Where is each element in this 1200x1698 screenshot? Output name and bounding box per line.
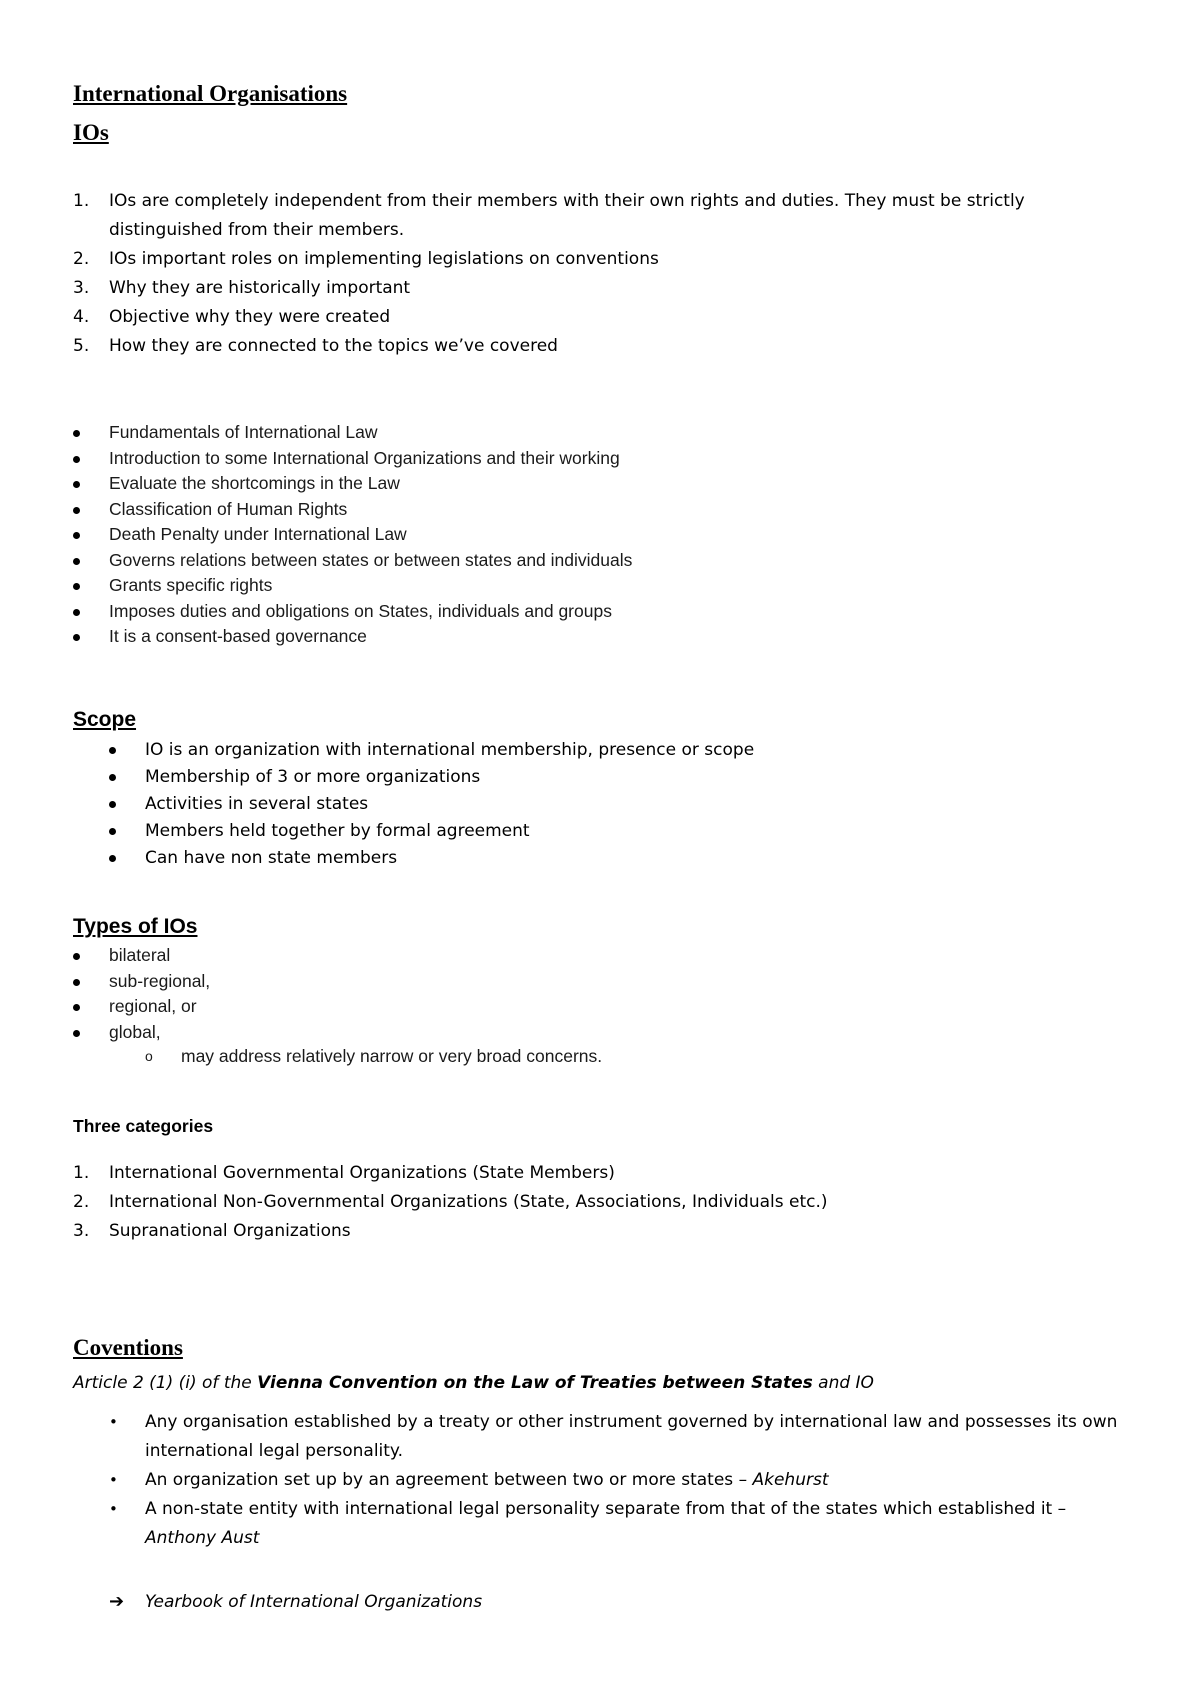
- list-item: 1. IOs are completely independent from their members with their own rights and duties. They must be strictly distinguished from their members.: [73, 191, 1025, 240]
- bullet-icon: [109, 774, 116, 781]
- categories-list: [73, 1159, 828, 1246]
- bullet-icon: [73, 979, 80, 986]
- list-item: Fundamentals of International Law: [73, 420, 632, 446]
- bullet-icon: [73, 430, 80, 437]
- definitions-list: [109, 1408, 1129, 1553]
- topics-list: [73, 420, 632, 650]
- star-bullet-icon: •: [109, 1413, 118, 1431]
- list-item: 2. IOs important roles on implementing legislations on conventions: [73, 249, 659, 269]
- bullet-icon: [73, 953, 80, 960]
- list-item: IO is an organization with international membership, presence or scope: [109, 737, 754, 764]
- list-item: Activities in several states: [109, 791, 754, 818]
- list-item: 3. Why they are historically important: [73, 278, 411, 298]
- bullet-icon: [73, 583, 80, 590]
- list-item: Members held together by formal agreement: [109, 818, 754, 845]
- article-reference: Article 2 (1) (i) of the Vienna Convention on the Law of Treaties between States and IO: [73, 1373, 874, 1393]
- reference-line: ➔ Yearbook of International Organizations: [109, 1588, 482, 1616]
- arrow-right-icon: ➔: [109, 1591, 125, 1612]
- star-bullet-icon: •: [109, 1500, 118, 1518]
- bullet-icon: [73, 634, 80, 641]
- list-item: Governs relations between states or between states and individuals: [73, 548, 632, 574]
- bullet-icon: [73, 558, 80, 565]
- list-item: sub-regional,: [73, 969, 210, 995]
- bullet-icon: [73, 481, 80, 488]
- list-item: 2. International Non-Governmental Organizations (State, Associations, Individuals etc.): [73, 1192, 828, 1212]
- types-list: [73, 943, 210, 1045]
- bullet-icon: [73, 1030, 80, 1037]
- scope-heading: Scope: [73, 708, 137, 731]
- bullet-icon: [109, 801, 116, 808]
- page-subtitle: IOs: [73, 120, 109, 145]
- list-item: It is a consent-based governance: [73, 624, 632, 650]
- bullet-icon: [109, 855, 116, 862]
- hollow-bullet-icon: o: [145, 1048, 153, 1064]
- types-sub-item: o may address relatively narrow or very broad concerns.: [181, 1044, 602, 1069]
- list-item: Membership of 3 or more organizations: [109, 764, 754, 791]
- list-item: Evaluate the shortcomings in the Law: [73, 471, 632, 497]
- bullet-icon: [73, 1004, 80, 1011]
- conventions-heading: Coventions: [73, 1335, 183, 1360]
- list-item: bilateral: [73, 943, 210, 969]
- bullet-icon: [109, 747, 116, 754]
- list-item: Imposes duties and obligations on States, individuals and groups: [73, 599, 632, 625]
- types-heading: Types of IOs: [73, 915, 198, 938]
- list-item: regional, or: [73, 994, 210, 1020]
- list-item: • Any organisation established by a treaty or other instrument governed by international law and possesses its own international legal personality.: [109, 1408, 1129, 1466]
- list-item: 1. International Governmental Organizations (State Members): [73, 1163, 615, 1183]
- list-item: Death Penalty under International Law: [73, 522, 632, 548]
- list-item: Can have non state members: [109, 845, 754, 872]
- bullet-icon: [73, 456, 80, 463]
- list-item: 3. Supranational Organizations: [73, 1221, 351, 1241]
- bullet-icon: [73, 609, 80, 616]
- list-item: Introduction to some International Organizations and their working: [73, 446, 632, 472]
- page-title: International Organisations: [73, 81, 348, 106]
- list-item: Grants specific rights: [73, 573, 632, 599]
- list-item: 5. How they are connected to the topics we’ve covered: [73, 336, 558, 356]
- list-item: global,: [73, 1020, 210, 1046]
- numbered-points-list: [73, 187, 1093, 361]
- bullet-icon: [73, 507, 80, 514]
- bullet-icon: [73, 532, 80, 539]
- list-item: 4. Objective why they were created: [73, 307, 391, 327]
- list-item: • A non-state entity with international legal personality separate from that of the states which established it – Anthony Aust: [109, 1495, 1129, 1553]
- bullet-icon: [109, 828, 116, 835]
- list-item: Classification of Human Rights: [73, 497, 632, 523]
- list-item: • An organization set up by an agreement between two or more states – Akehurst: [109, 1466, 1129, 1495]
- categories-heading: Three categories: [73, 1116, 214, 1136]
- star-bullet-icon: •: [109, 1471, 118, 1489]
- scope-list: [109, 737, 754, 872]
